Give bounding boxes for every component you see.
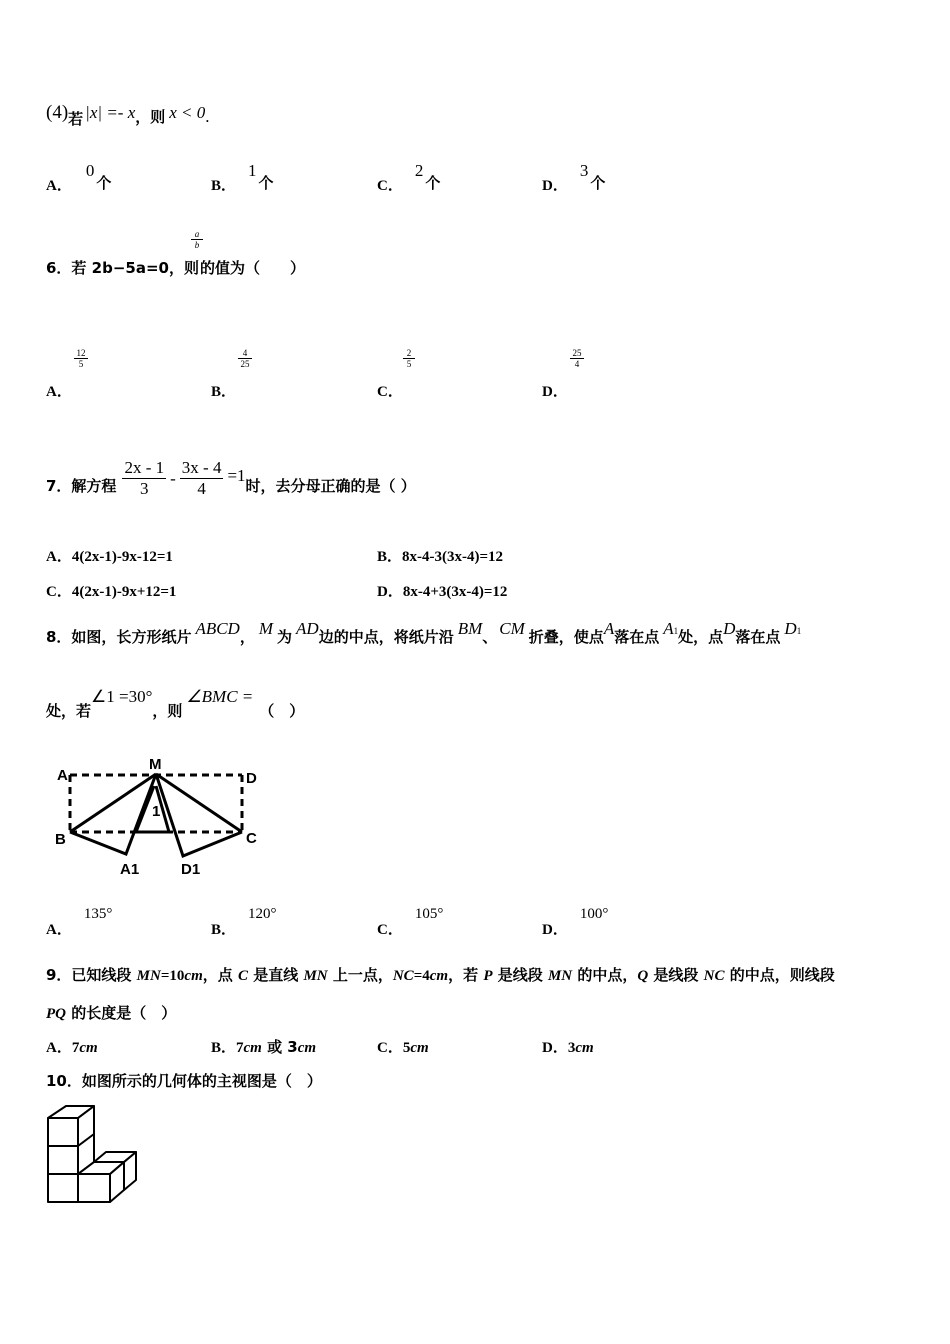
q10-stem: 10．如图所示的几何体的主视图是（ ） <box>46 1072 322 1090</box>
q7-option-b[interactable] <box>377 545 503 566</box>
q9-text: 是直线 <box>247 966 304 984</box>
fraction-denominator: 5 <box>74 358 88 369</box>
fraction-numerator: 4 <box>242 348 248 358</box>
option-label: A． <box>46 549 72 565</box>
label-a1: A1 <box>120 861 140 878</box>
q8-math: M <box>258 619 274 638</box>
q5-option-d[interactable] <box>542 160 606 194</box>
q7-stem <box>46 458 416 499</box>
q8-text: ，则 <box>152 702 183 720</box>
option-value: 2 <box>414 161 424 180</box>
label-m: M <box>149 756 162 773</box>
q9-math: NC <box>703 968 725 984</box>
q9-text: 9．已知线段 <box>46 966 137 984</box>
option-value: 1 <box>248 161 257 180</box>
q9-text: 是线段 <box>492 966 548 984</box>
q6-stem-a: 6．若 2b−5a=0，则 <box>46 259 199 277</box>
option-label: D． <box>542 922 568 938</box>
q5-eq: |x| =- x <box>85 103 136 122</box>
q9-math: C <box>237 968 248 984</box>
q7-stem-b: 时，去分母正确的是（ ） <box>245 477 416 495</box>
fraction-numerator: 2 <box>406 348 412 358</box>
option-label: D． <box>542 384 568 400</box>
q8-figure <box>50 752 270 882</box>
option-label: B． <box>211 384 237 400</box>
option-value: 105° <box>414 906 444 922</box>
q5-end: . <box>205 107 210 126</box>
q6-stem-fraction <box>191 229 203 250</box>
option-text: 3 <box>567 1040 576 1056</box>
option-label: A． <box>46 1040 72 1056</box>
q9-text: ，点 <box>202 966 238 984</box>
q9-text: 上一点， <box>327 966 393 984</box>
q8-option-c[interactable] <box>377 902 444 938</box>
option-text: 5 <box>402 1040 411 1056</box>
q8-math: A <box>663 619 674 638</box>
q8-stem-line1 <box>46 618 802 646</box>
option-label: C． <box>377 178 403 194</box>
fraction-denominator: 25 <box>238 358 252 369</box>
q8-stem-line2 <box>46 686 305 720</box>
option-value: 100° <box>579 906 609 922</box>
q7-fraction-1 <box>122 458 166 499</box>
fraction-numerator: 3x - 4 <box>181 458 222 477</box>
fraction-numerator: 2x - 1 <box>124 458 165 477</box>
q6-option-d[interactable] <box>542 348 602 400</box>
q6-option-a[interactable] <box>46 348 106 400</box>
option-label: B． <box>211 178 237 194</box>
option-label: B． <box>211 922 237 938</box>
fraction-denominator: 5 <box>403 358 415 369</box>
q9-math: MN <box>547 968 573 984</box>
cube-side-back <box>124 1152 136 1190</box>
q7-option-d[interactable] <box>377 580 507 601</box>
q8-text: 处，若 <box>46 702 92 720</box>
q8-angle-1: ∠1 =30° <box>91 687 153 706</box>
option-text: 或 3 <box>261 1038 298 1056</box>
option-unit: cm <box>410 1040 429 1056</box>
q8-text: （ ） <box>259 702 305 720</box>
option-label: A． <box>46 384 72 400</box>
q7-stem-a: 7．解方程 <box>46 477 117 495</box>
option-label: B． <box>211 1040 237 1056</box>
option-fraction <box>74 348 88 369</box>
q5-part: (4) <box>46 102 69 123</box>
q8-math: D <box>723 619 736 638</box>
option-text: 4(2x-1)-9x+12=1 <box>71 584 177 600</box>
option-unit: cm <box>575 1040 594 1056</box>
fraction-denominator: 4 <box>197 479 206 498</box>
q6-option-b[interactable] <box>211 348 271 400</box>
option-text: 8x-4+3(3x-4)=12 <box>402 584 508 600</box>
q9-math: NC <box>392 968 414 984</box>
fraction-denominator: b <box>191 239 203 250</box>
option-fraction <box>403 348 415 369</box>
cube-front-top <box>48 1118 78 1146</box>
q9-text: 的中点，则线段 <box>724 966 835 984</box>
q9-stem-line1 <box>46 964 835 985</box>
q7-option-c[interactable] <box>46 580 176 601</box>
q8-text: 边的中点，将纸片沿 <box>318 628 454 646</box>
q9-text: 的长度是（ ） <box>66 1004 177 1022</box>
q5-prefix: 若 <box>68 110 84 128</box>
q8-math: ABCD <box>195 619 240 638</box>
option-text: 8x-4-3(3x-4)=12 <box>402 549 504 565</box>
q8-option-b[interactable] <box>211 902 277 938</box>
q9-math: Q <box>637 968 649 984</box>
q8-text: 落在点 <box>735 628 781 646</box>
option-unit: 个 <box>96 174 112 192</box>
option-text: 7 <box>236 1040 244 1056</box>
q6-option-c[interactable] <box>377 348 437 400</box>
q6-stem-b: 的值为（ ） <box>200 259 306 277</box>
q8-math-sub: 1 <box>796 626 802 636</box>
q8-math: CM <box>499 619 525 638</box>
q9-text: =4 <box>413 968 430 984</box>
option-label: D． <box>377 584 403 600</box>
q5-option-c[interactable] <box>377 160 441 194</box>
q8-math: A <box>603 619 615 638</box>
option-unit: cm <box>297 1040 317 1056</box>
q9-math: PQ <box>46 1006 66 1022</box>
q8-text: 为 <box>277 628 293 646</box>
cube-front-bottom-right <box>78 1174 110 1202</box>
option-unit: 个 <box>425 174 441 192</box>
option-text: 7 <box>71 1040 80 1056</box>
q7-minus: - <box>170 468 176 488</box>
option-unit: 个 <box>590 174 606 192</box>
option-value: 3 <box>579 161 589 180</box>
q5-then: ，则 <box>135 108 166 126</box>
q8-text: 落在点 <box>614 628 660 646</box>
cube-front-bottom-left <box>48 1174 78 1202</box>
q9-text: ，若 <box>448 966 484 984</box>
option-value: 0 <box>85 161 95 180</box>
option-unit: cm <box>243 1040 262 1056</box>
q9-text: 的中点， <box>572 966 638 984</box>
label-d1: D1 <box>181 861 201 878</box>
fraction-numerator: 25 <box>572 348 582 358</box>
q8-math: AD <box>296 619 319 638</box>
q7-fraction-2 <box>180 458 224 499</box>
label-angle-1: 1 <box>152 803 161 820</box>
label-d: D <box>246 770 257 787</box>
q8-option-d[interactable] <box>542 902 609 938</box>
q5-cond: x < 0 <box>169 103 206 122</box>
fraction-numerator: a <box>194 229 200 239</box>
option-value: 135° <box>83 906 113 922</box>
option-text: 4(2x-1)-9x-12=1 <box>71 549 173 565</box>
label-b: B <box>55 831 66 848</box>
option-label: C． <box>46 584 72 600</box>
cube-side-upper <box>78 1106 94 1146</box>
q8-option-a[interactable] <box>46 902 113 938</box>
fraction-denominator: 3 <box>140 479 149 498</box>
cube-side-lower <box>110 1162 124 1202</box>
option-fraction <box>570 348 584 369</box>
q8-angle-bmc: ∠BMC = <box>186 687 254 706</box>
label-c: C <box>246 830 257 847</box>
q8-text: 折叠，使点 <box>528 628 604 646</box>
option-label: A． <box>46 922 72 938</box>
option-unit: 个 <box>258 174 274 192</box>
q9-math: MN <box>303 968 328 984</box>
q5-option-b[interactable] <box>211 160 274 194</box>
option-label: C． <box>377 1040 403 1056</box>
fraction-numerator: 12 <box>76 348 86 358</box>
q9-option-c[interactable] <box>377 1036 429 1057</box>
option-label: D． <box>542 1040 568 1056</box>
folded-d1 <box>156 774 242 856</box>
cube-front-mid <box>48 1146 78 1174</box>
q7-option-a[interactable] <box>46 545 173 566</box>
q9-text: 是线段 <box>648 966 704 984</box>
label-a: A <box>57 767 68 784</box>
q9-math: MN <box>136 968 161 984</box>
q9-math: cm <box>429 968 449 984</box>
q9-math: cm <box>184 968 203 984</box>
q5-option-a[interactable] <box>46 160 112 194</box>
q8-math: D <box>784 619 797 638</box>
option-label: C． <box>377 922 403 938</box>
q9-text: =10 <box>160 968 185 984</box>
option-value: 120° <box>248 906 277 922</box>
option-unit: cm <box>79 1040 98 1056</box>
q9-option-b[interactable] <box>211 1036 316 1057</box>
q5-stem <box>46 102 210 128</box>
option-fraction <box>238 348 252 369</box>
q9-option-d[interactable] <box>542 1036 594 1057</box>
option-label: D． <box>542 178 568 194</box>
q8-math-sub: 1 <box>673 626 679 636</box>
q9-option-a[interactable] <box>46 1036 98 1057</box>
q8-text: 处，点 <box>678 628 724 646</box>
fold-bm <box>70 774 156 832</box>
q8-text: 、 <box>482 628 498 646</box>
q7-equals: =1 <box>227 465 246 485</box>
option-label: C． <box>377 384 403 400</box>
q10-solid-figure <box>44 1100 144 1208</box>
q8-text: ， <box>239 628 255 646</box>
q8-text: 8．如图，长方形纸片 <box>46 628 192 646</box>
fold-cm <box>156 774 242 832</box>
q8-math: BM <box>457 619 483 638</box>
option-label: B． <box>377 549 403 565</box>
q9-math: P <box>483 968 493 984</box>
q9-stem-line2 <box>46 1002 176 1023</box>
fraction-denominator: 4 <box>570 358 584 369</box>
option-label: A． <box>46 178 72 194</box>
